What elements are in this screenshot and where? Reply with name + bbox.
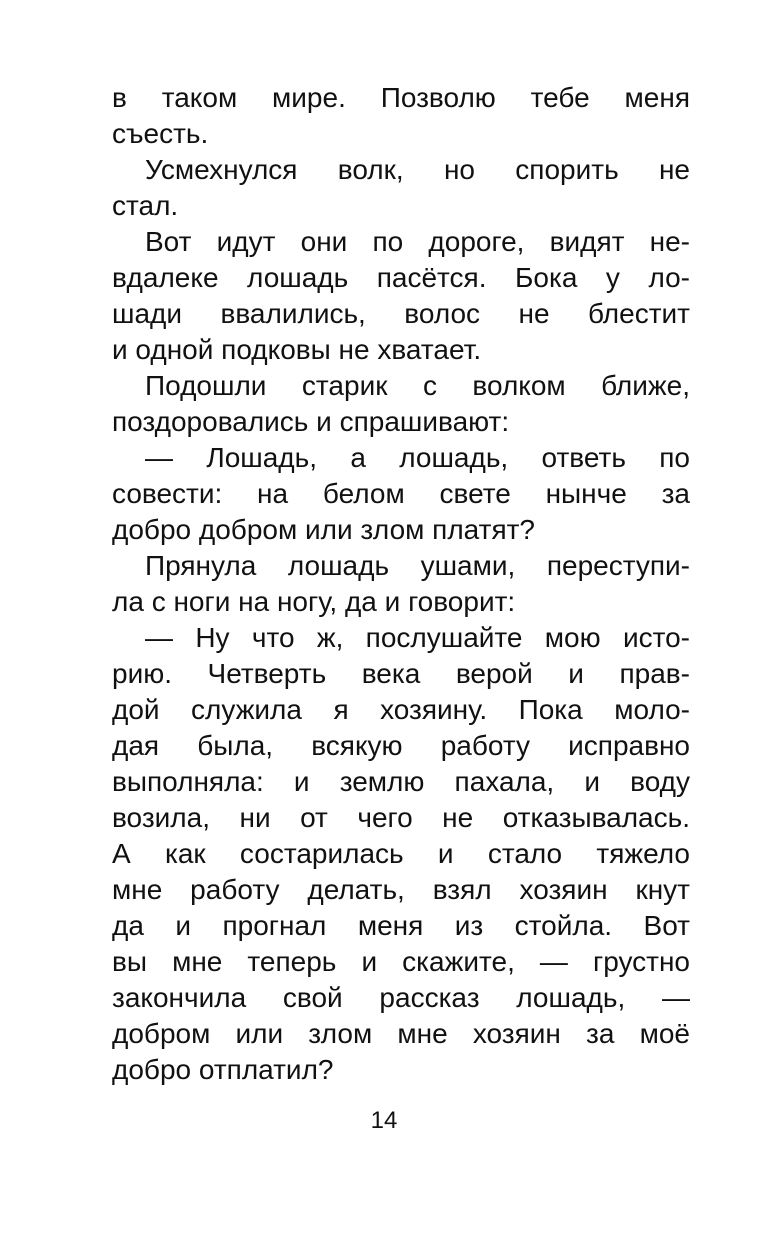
- text-line: вы мне теперь и скажите, — грустно: [112, 946, 690, 977]
- text-line: шади ввалились, волос не блестит: [112, 298, 690, 329]
- text-line: дой служила я хозяину. Пока моло-: [112, 694, 690, 725]
- text-line: добро отплатил?: [112, 1054, 334, 1085]
- text-line: — Лошадь, а лошадь, ответь по: [145, 442, 690, 473]
- text-line: Подошли старик с волком ближе,: [145, 370, 690, 401]
- text-line: и одной подковы не хватает.: [112, 334, 482, 365]
- text-line: Вот идут они по дороге, видят не-: [145, 226, 690, 257]
- text-line: в таком мире. Позволю тебе меня: [112, 82, 690, 113]
- text-line: съесть.: [112, 118, 209, 149]
- text-line: вдалеке лошадь пасётся. Бока у ло-: [112, 262, 690, 293]
- text-line: добром или злом мне хозяин за моё: [112, 1018, 690, 1049]
- text-line: — Ну что ж, послушайте мою исто-: [145, 622, 690, 653]
- text-line: поздоровались и спрашивают:: [112, 406, 510, 437]
- text-line: совести: на белом свете нынче за: [112, 478, 690, 509]
- text-line: Усмехнулся волк, но спорить не: [145, 154, 690, 185]
- text-line: добро добром или злом платят?: [112, 514, 536, 545]
- text-line: ла с ноги на ногу, да и говорит:: [112, 586, 516, 617]
- text-line: возила, ни от чего не отказывалась.: [112, 802, 690, 833]
- text-line: Прянула лошадь ушами, переступи-: [145, 550, 690, 581]
- body-text: [112, 80, 690, 1088]
- text-line: выполняла: и землю пахала, и воду: [112, 766, 690, 797]
- text-line: А как состарилась и стало тяжело: [112, 838, 690, 869]
- text-line: стал.: [112, 190, 179, 221]
- text-line: рию. Четверть века верой и прав-: [112, 658, 690, 689]
- text-line: закончила свой рассказ лошадь, —: [112, 982, 690, 1013]
- text-line: да и прогнал меня из стойла. Вот: [112, 910, 690, 941]
- text-line: мне работу делать, взял хозяин кнут: [112, 874, 690, 905]
- text-line: дая была, всякую работу исправно: [112, 730, 690, 761]
- page-number: 14: [370, 1107, 398, 1134]
